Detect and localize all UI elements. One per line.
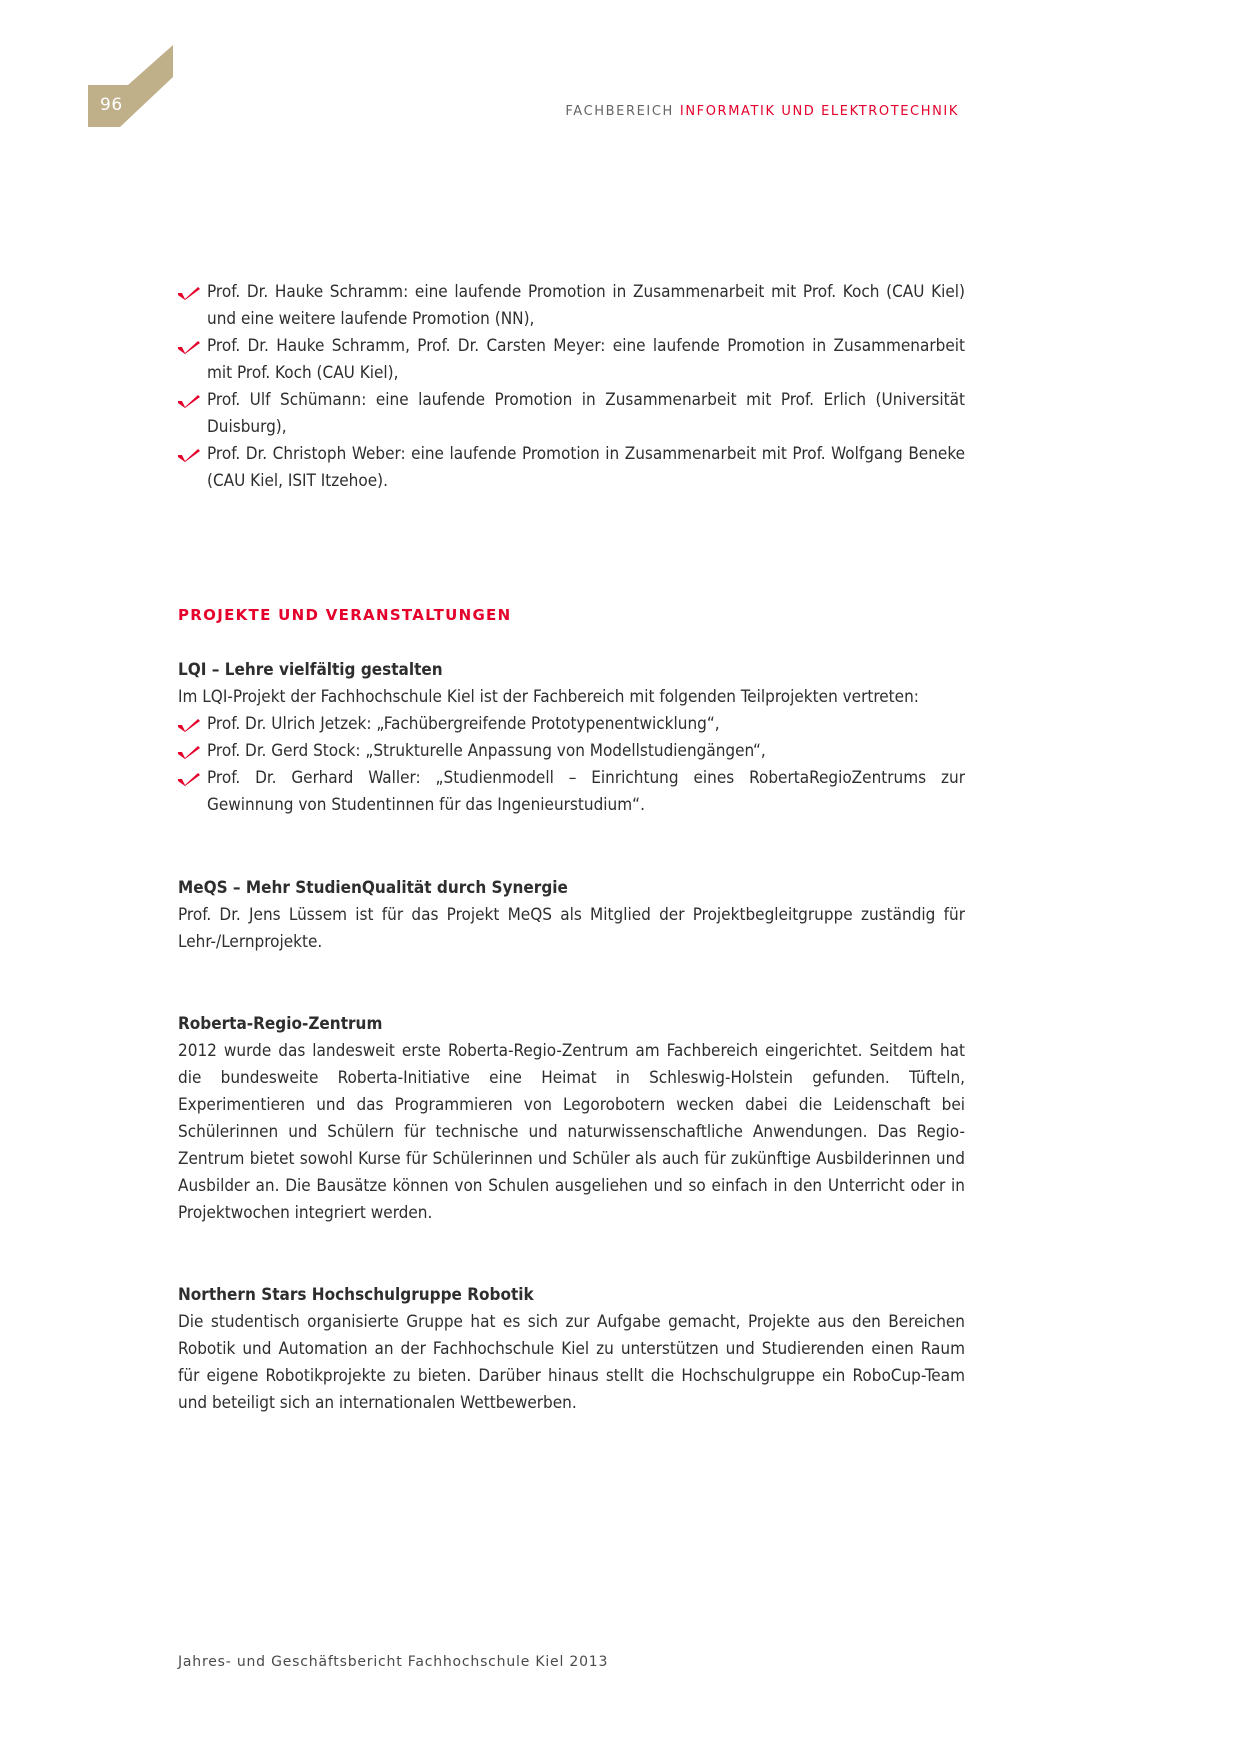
- list-item: Prof. Ulf Schümann: eine laufende Promotion in Zusammenarbeit mit Prof. Erlich (Universität Duisburg),: [178, 387, 965, 441]
- lqi-intro: Im LQI-Projekt der Fachhochschule Kiel ist der Fachbereich mit folgenden Teilprojekten vertreten:: [178, 687, 919, 707]
- northern-stars-heading: Northern Stars Hochschulgruppe Robotik: [178, 1285, 534, 1305]
- check-icon: [178, 341, 200, 354]
- northern-stars-text: Die studentisch organisierte Gruppe hat es sich zur Aufgabe gemacht, Projekte aus den Bereichen Robotik und Automation an der Fachhochschule Kiel zu unterstützen und Studierenden einen Raum für eigene Robotikprojekte zu bieten. Darüber hinaus stellt die Hochschulgruppe ein RoboCup-Team und beteiligt sich an internationalen Wettbewerben.: [178, 1312, 965, 1413]
- page-number: 96: [100, 95, 123, 115]
- meqs-text: Prof. Dr. Jens Lüssem ist für das Projekt MeQS als Mitglied der Projektbegleitgruppe zuständig für Lehr-/Lernprojekte.: [178, 905, 965, 952]
- check-icon: [178, 719, 200, 732]
- header-label: FACHBEREICH: [565, 104, 674, 119]
- list-item: Prof. Dr. Christoph Weber: eine laufende Promotion in Zusammenarbeit mit Prof. Wolfgang Beneke (CAU Kiel, ISIT Itzehoe).: [178, 441, 965, 495]
- check-icon: [178, 773, 200, 786]
- list-item: Prof. Dr. Ulrich Jetzek: „Fachübergreifende Prototypenentwicklung“,: [178, 711, 965, 738]
- lqi-section: [178, 657, 965, 819]
- section-title: PROJEKTE UND VERANSTALTUNGEN: [178, 606, 512, 624]
- running-header: [565, 104, 959, 119]
- meqs-heading: MeQS – Mehr StudienQualität durch Synergie: [178, 878, 568, 898]
- list-item: Prof. Dr. Gerhard Waller: „Studienmodell – Einrichtung eines RobertaRegioZentrums zur Gewinnung von Studentinnen für das Ingenieurstudium“.: [178, 765, 965, 819]
- promotions-list: [178, 279, 965, 495]
- meqs-section: [178, 875, 965, 956]
- lqi-heading: LQI – Lehre vielfältig gestalten: [178, 660, 443, 680]
- check-icon: [178, 287, 200, 300]
- lqi-list: [178, 711, 965, 819]
- check-icon: [178, 449, 200, 462]
- roberta-section: [178, 1011, 965, 1227]
- promotions-block: [178, 279, 965, 495]
- check-icon: [178, 746, 200, 759]
- footer: Jahres- und Geschäftsbericht Fachhochschule Kiel 2013: [178, 1654, 609, 1670]
- northern-stars-section: [178, 1282, 965, 1417]
- check-icon: [178, 395, 200, 408]
- header-label-accent: INFORMATIK UND ELEKTROTECHNIK: [679, 104, 959, 119]
- roberta-heading: Roberta-Regio-Zentrum: [178, 1014, 383, 1034]
- list-item: Prof. Dr. Gerd Stock: „Strukturelle Anpassung von Modellstudiengängen“,: [178, 738, 965, 765]
- list-item: Prof. Dr. Hauke Schramm, Prof. Dr. Carsten Meyer: eine laufende Promotion in Zusammenarbeit mit Prof. Koch (CAU Kiel),: [178, 333, 965, 387]
- list-item: Prof. Dr. Hauke Schramm: eine laufende Promotion in Zusammenarbeit mit Prof. Koch (CAU Kiel) und eine weitere laufende Promotion (NN),: [178, 279, 965, 333]
- roberta-text: 2012 wurde das landesweit erste Roberta-Regio-Zentrum am Fachbereich eingerichtet. Seitdem hat die bundesweite Roberta-Initiative eine Heimat in Schleswig-Holstein gefunden. Tüfteln, Experimentieren und das Programmieren von Legorobotern wecken dabei die Leidenschaft bei Schülerinnen und Schülern für technische und naturwissenschaftliche Anwendungen. Das Regio-Zentrum bietet sowohl Kurse für Schülerinnen und Schüler als auch für zukünftige Ausbilderinnen und Ausbilder an. Die Bausätze können von Schulen ausgeliehen und so einfach in den Unterricht oder in Projektwochen integriert werden.: [178, 1041, 965, 1223]
